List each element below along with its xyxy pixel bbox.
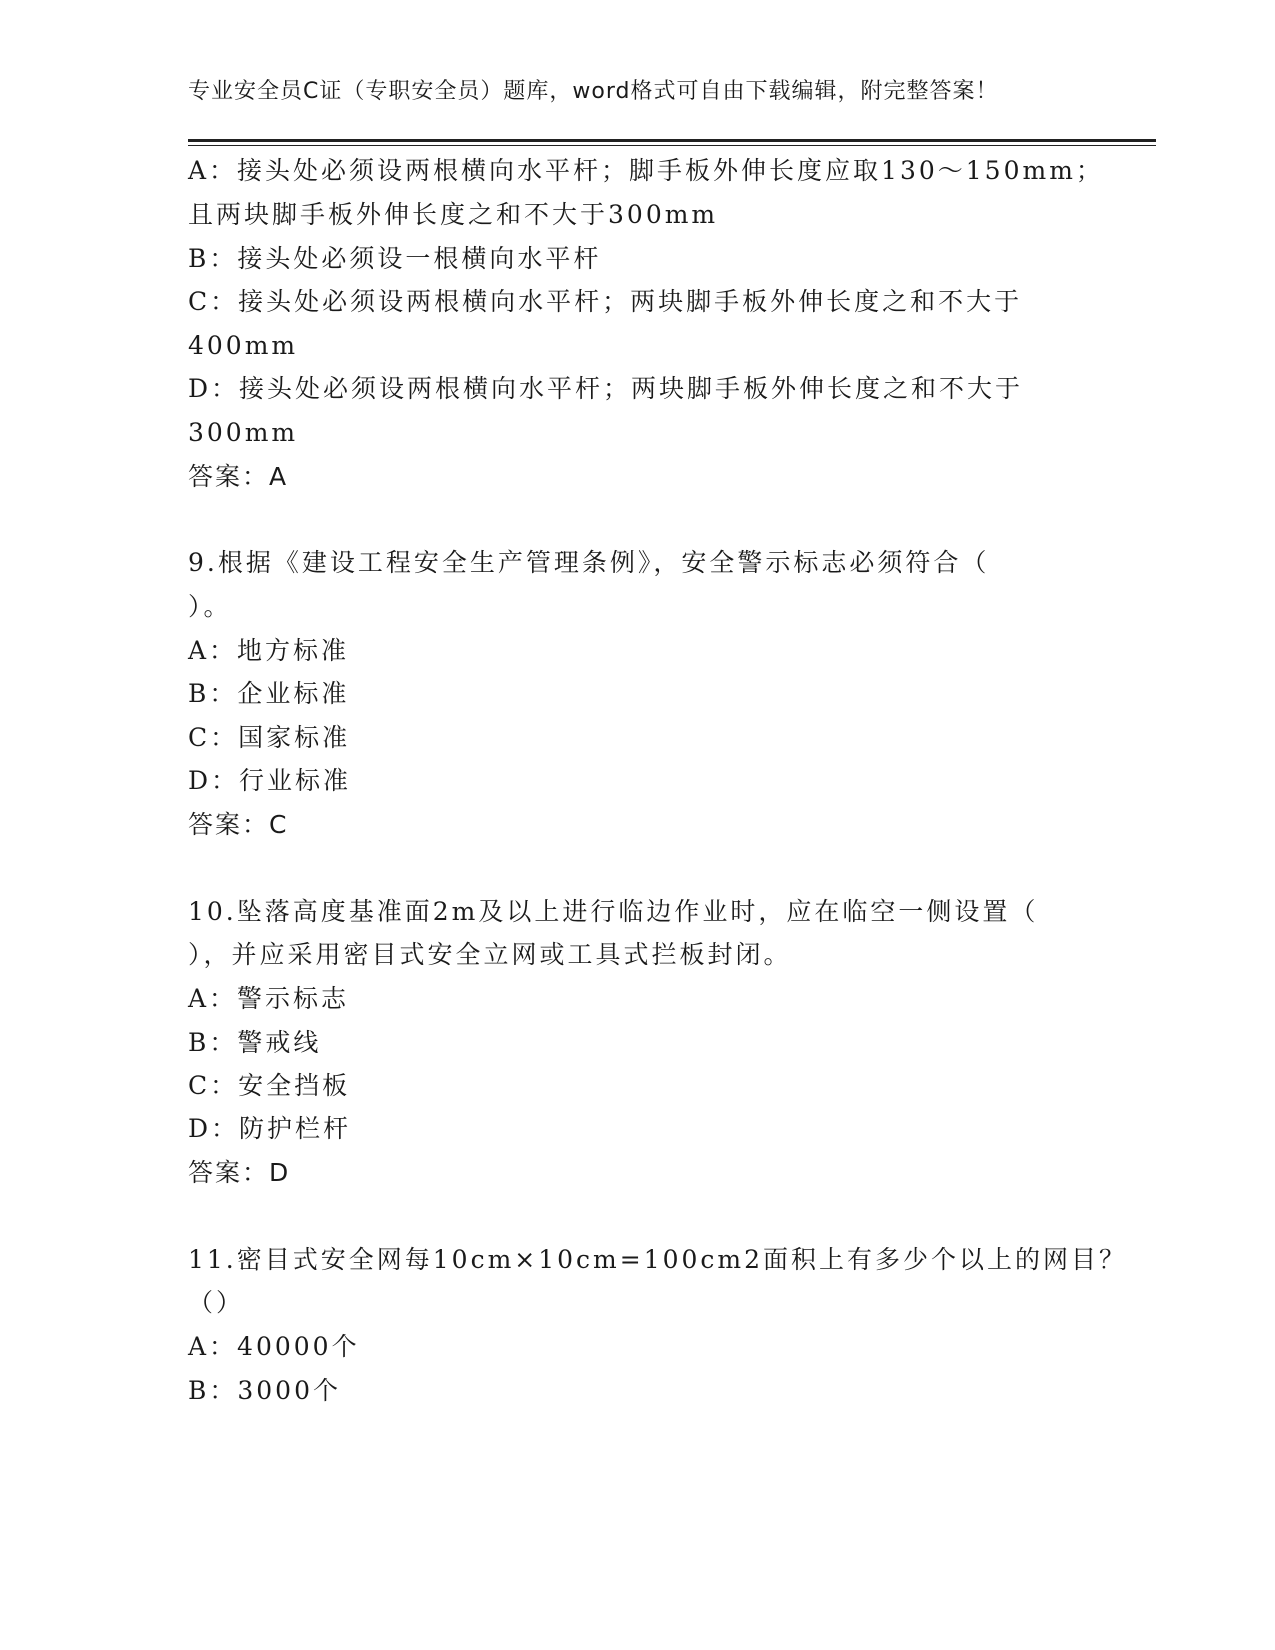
- option-line: A：接头处必须设两根横向水平杆；脚手板外伸长度应取130～150mm；: [188, 156, 1104, 185]
- answer-line: 答案：C: [188, 810, 289, 839]
- option-d: D：行业标准: [188, 766, 352, 795]
- question-stem: 10.坠落高度基准面2m及以上进行临边作业时，应在临空一侧设置（: [188, 897, 1039, 926]
- header-title: 专业安全员C证（专职安全员）题库，word格式可自由下载编辑，附完整答案！: [188, 79, 999, 104]
- option-line: D：接头处必须设两根横向水平杆；两块脚手板外伸长度之和不大于: [188, 374, 1024, 403]
- question-stem: 9.根据《建设工程安全生产管理条例》，安全警示标志必须符合（: [188, 548, 990, 577]
- question-stem: 11.密目式安全网每10cm×10cm=100cm2面积上有多少个以上的网目？: [188, 1245, 1128, 1274]
- option-a: A：40000个: [188, 1332, 360, 1361]
- option-line: 且两块脚手板外伸长度之和不大于300mm: [188, 200, 719, 229]
- option-c: C：安全挡板: [188, 1071, 351, 1100]
- header-rule-thin: [188, 145, 1156, 146]
- header-rule-thick: [188, 139, 1156, 142]
- answer-line: 答案：A: [188, 462, 289, 491]
- option-line: C：接头处必须设两根横向水平杆；两块脚手板外伸长度之和不大于: [188, 287, 1023, 316]
- question-stem: （）: [188, 1288, 245, 1317]
- option-a: A：警示标志: [188, 984, 350, 1013]
- option-line: B：接头处必须设一根横向水平杆: [188, 244, 602, 273]
- option-b: B：企业标准: [188, 679, 350, 708]
- option-a: A：地方标准: [188, 636, 350, 665]
- question-stem: ）。: [188, 592, 232, 621]
- option-b: B：3000个: [188, 1376, 341, 1405]
- question-stem: ），并应采用密目式安全立网或工具式拦板封闭。: [188, 940, 792, 969]
- option-d: D：防护栏杆: [188, 1114, 352, 1143]
- option-line: 400mm: [188, 331, 299, 360]
- option-line: 300mm: [188, 418, 299, 447]
- option-b: B：警戒线: [188, 1028, 322, 1057]
- option-c: C：国家标准: [188, 723, 351, 752]
- answer-line: 答案：D: [188, 1158, 291, 1187]
